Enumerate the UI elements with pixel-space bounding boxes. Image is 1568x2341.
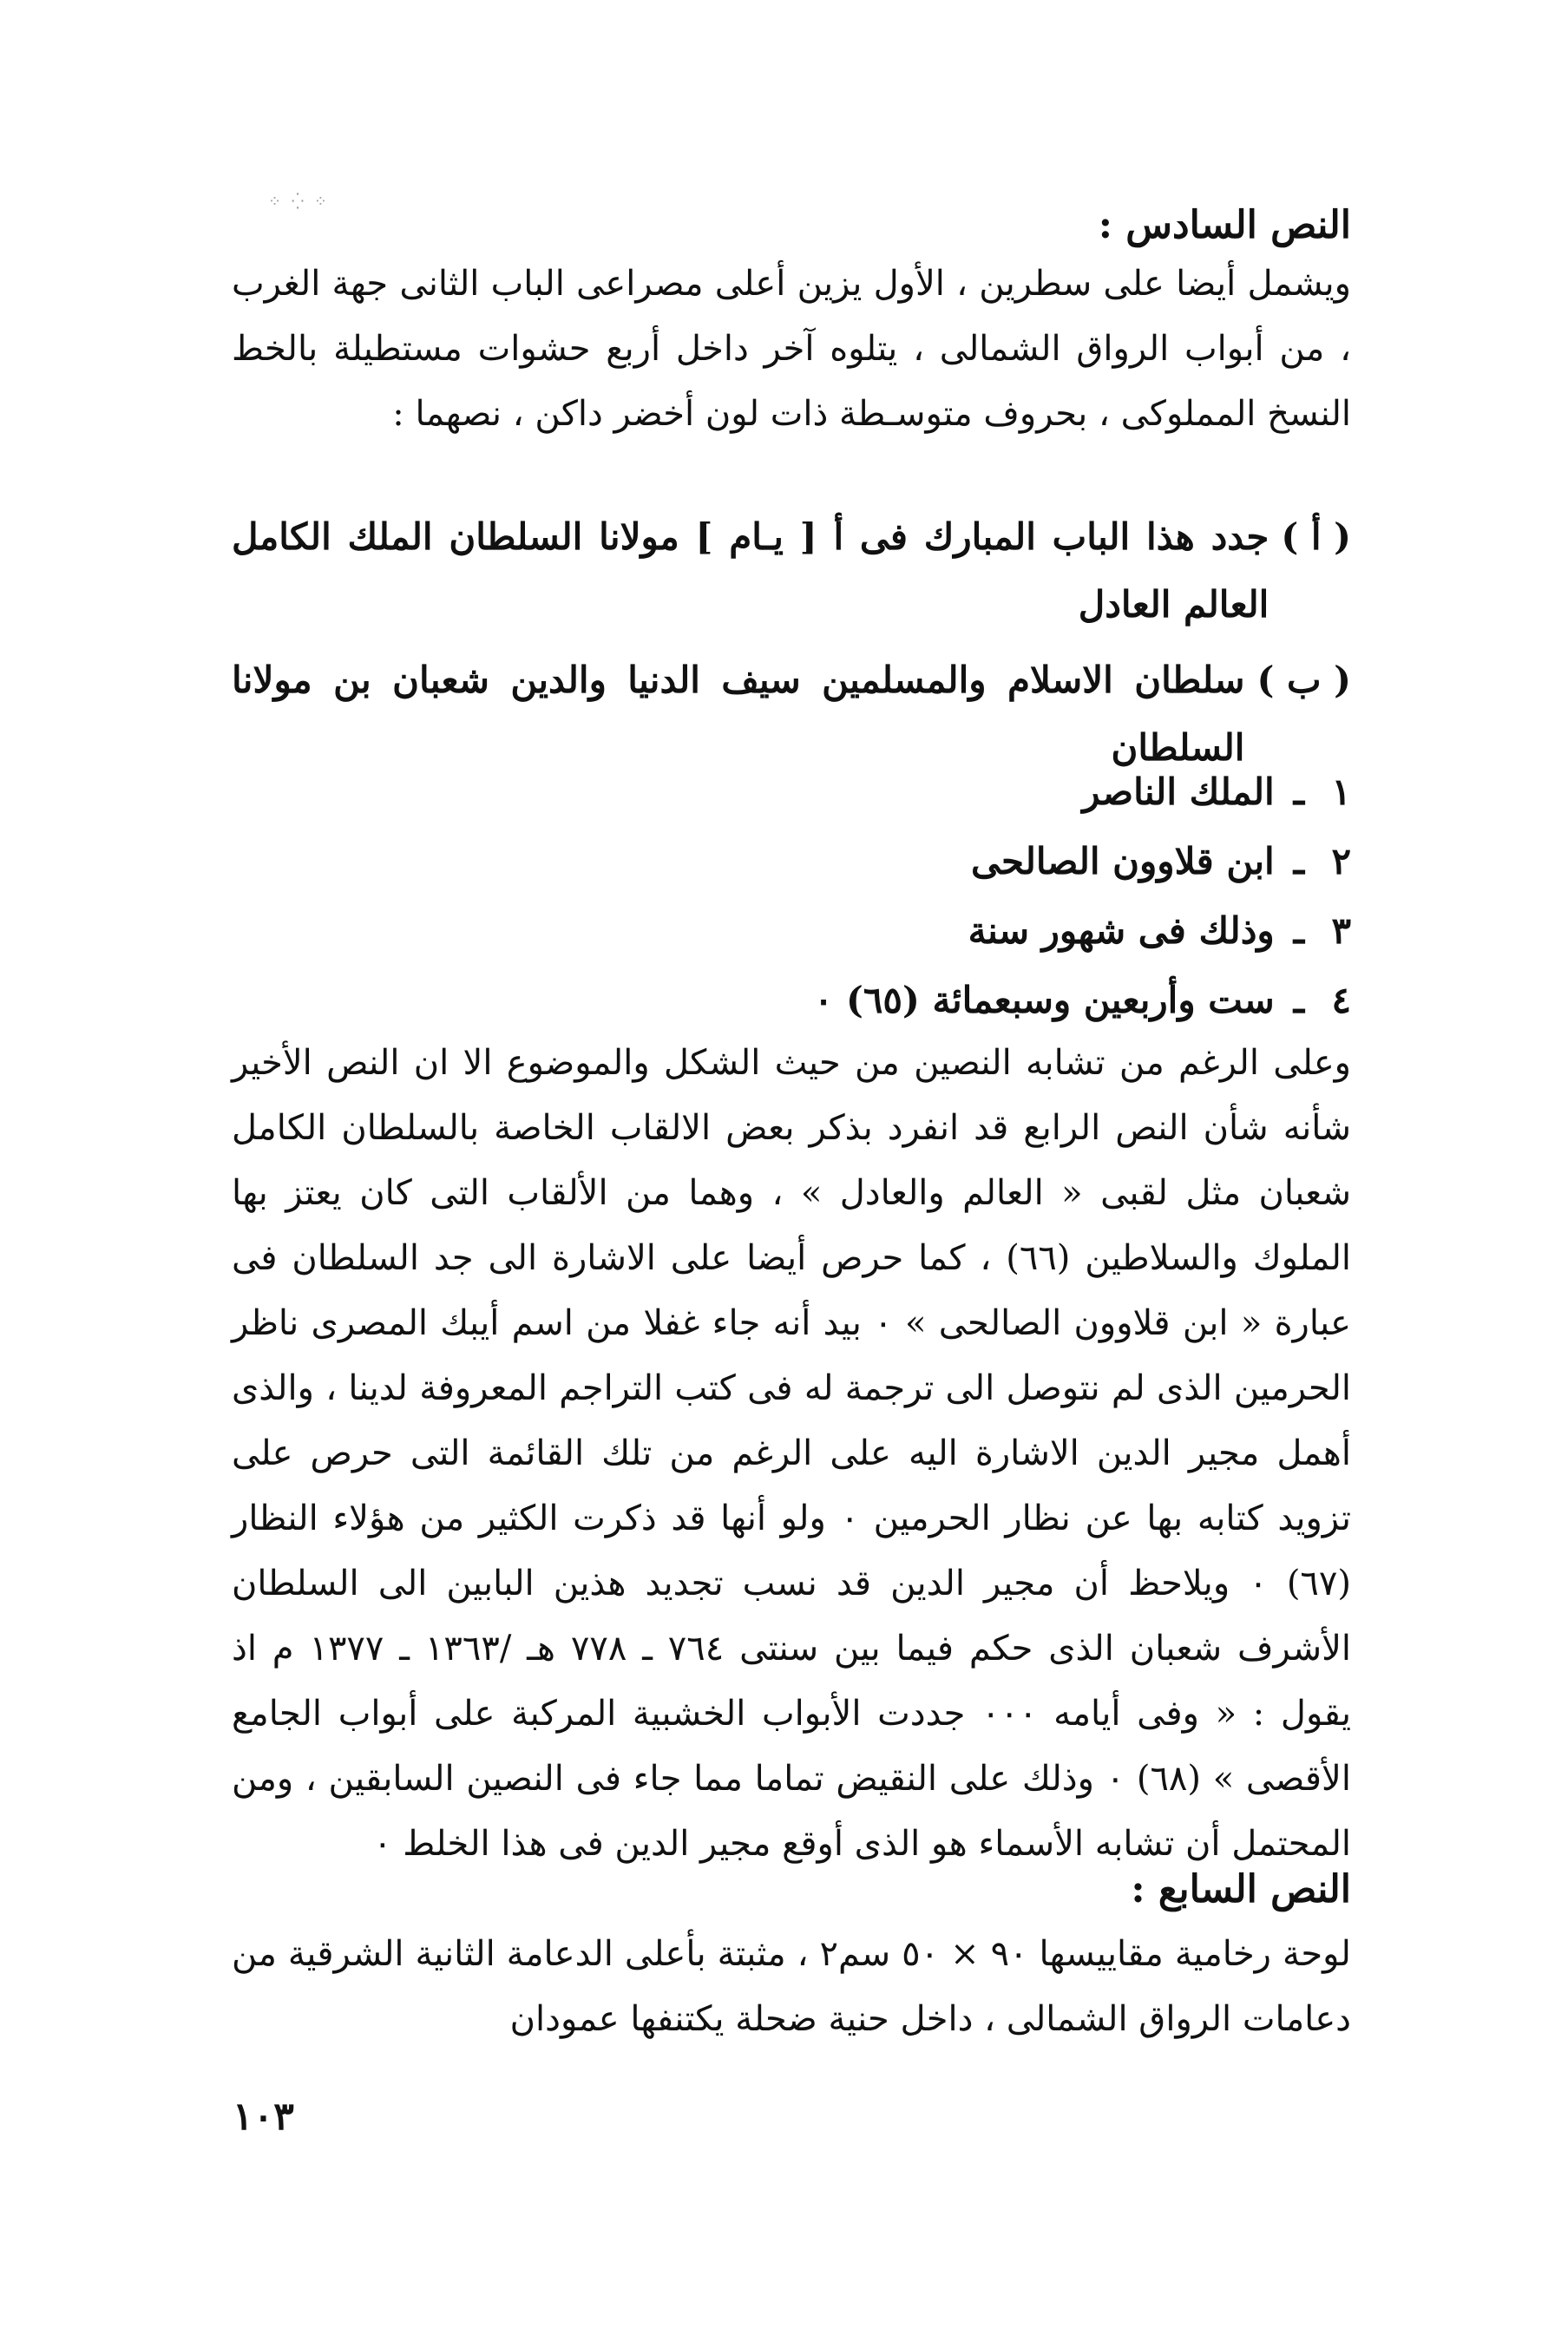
line-marker: ( أ ): [1281, 515, 1351, 558]
section7-heading: النص السابع :: [1131, 1867, 1351, 1911]
section7-intro: لوحة رخامية مقاييسها ٩٠ × ٥٠ سم٢ ، مثبتة بأعلى الدعامة الثانية الشرقية من دعامات الرواق الشمالى ، داخل حنية ضحلة يكتنفها عمودان: [232, 1934, 1351, 2039]
line-text: ست وأربعين وسبعمائة (٦٥) ٠: [813, 979, 1275, 1021]
line-text: الملك الناصر: [1082, 770, 1275, 813]
discussion-paragraph: وعلى الرغم من تشابه النصين من حيث الشكل والموضوع الا ان النص الأخير شأنه شأن النص الرابع قد انفرد بذكر بعض الالقاب الخاصة بالسلطان الكامل شعبان مثل لقبى « العالم والعادل » ، وهما من الألقاب التى كان يعتز بها الملوك والسلاطين (٦٦) ، كما حرص أيضا على الاشارة الى جد السلطان فى عبارة « ابن قلاوون الصالحى » ٠ بيد أنه جاء غفلا من اسم أيبك المصرى ناظر الحرمين الذى لم نتوصل الى ترجمة له فى كتب التراجم المعروفة لدينا ، والذى أهمل مجير الدين الاشارة اليه على الرغم من تلك القائمة التى حرص على تزويد كتابه بها عن نظار الحرمين ٠ ولو أنها قد ذكرت الكثير من هؤلاء النظار (٦٧) ٠ ويلاحظ أن مجير الدين قد نسب تجديد هذين البابين الى السلطان الأشرف شعبان الذى حكم فيما بين سنتى ٧٦٤ ـ ٧٧٨ هـ /١٣٦٣ ـ ١٣٧٧ م اذ يقول : « وفى أيامه ٠٠٠ جددت الأبواب الخشبية المركبة على أبواب الجامع الأقصى » (٦٨) ٠ وذلك على النقيض تماما مما جاء فى النصين السابقين ، ومن المحتمل أن تشابه الأسماء هو الذى أوقع مجير الدين فى هذا الخلط ٠: [232, 1043, 1352, 1864]
line-text: سلطان الاسلام والمسلمين سيف الدنيا والدين شعبان بن مولانا السلطان: [232, 659, 1245, 769]
line-text: ابن قلاوون الصالحى: [970, 840, 1275, 882]
numbered-line: ٣ـوذلك فى شهور سنة: [232, 905, 1351, 957]
numbered-line: ١ـالملك الناصر: [232, 766, 1351, 818]
line-text: وذلك فى شهور سنة: [968, 909, 1275, 952]
line-text: جدد هذا الباب المبارك فى أ [ يـام ] مولانا السلطان الملك الكامل العالم العادل: [232, 515, 1269, 626]
line-number: ٢: [1331, 840, 1351, 882]
numbered-line: ٢ـابن قلاوون الصالحى: [232, 836, 1351, 888]
inscription-line-a: [232, 503, 1351, 639]
section6-heading: النص السادس :: [1098, 203, 1351, 247]
scan-smudge: ⁘ ⁛ ⁘: [268, 193, 330, 211]
numbered-line: ٤ـست وأربعين وسبعمائة (٦٥) ٠: [232, 974, 1351, 1026]
line-marker: ( ب ): [1256, 659, 1351, 701]
section6-intro: ويشمل أيضا على سطرين ، الأول يزين أعلى مصراعى الباب الثانى جهة الغرب ، من أبواب الرواق الشمالى ، يتلوه آخر داخل أربع حشوات مستطيلة بالخط النسخ المملوكى ، بحروف متوسـطة ذات لون أخضر داكن ، نصهما :: [232, 264, 1351, 434]
line-number: ٤: [1331, 979, 1351, 1021]
line-number: ٣: [1331, 909, 1351, 952]
line-number: ١: [1331, 770, 1351, 813]
page-number: ١٠٣: [233, 2095, 294, 2139]
inscription-line-b: [232, 646, 1351, 782]
